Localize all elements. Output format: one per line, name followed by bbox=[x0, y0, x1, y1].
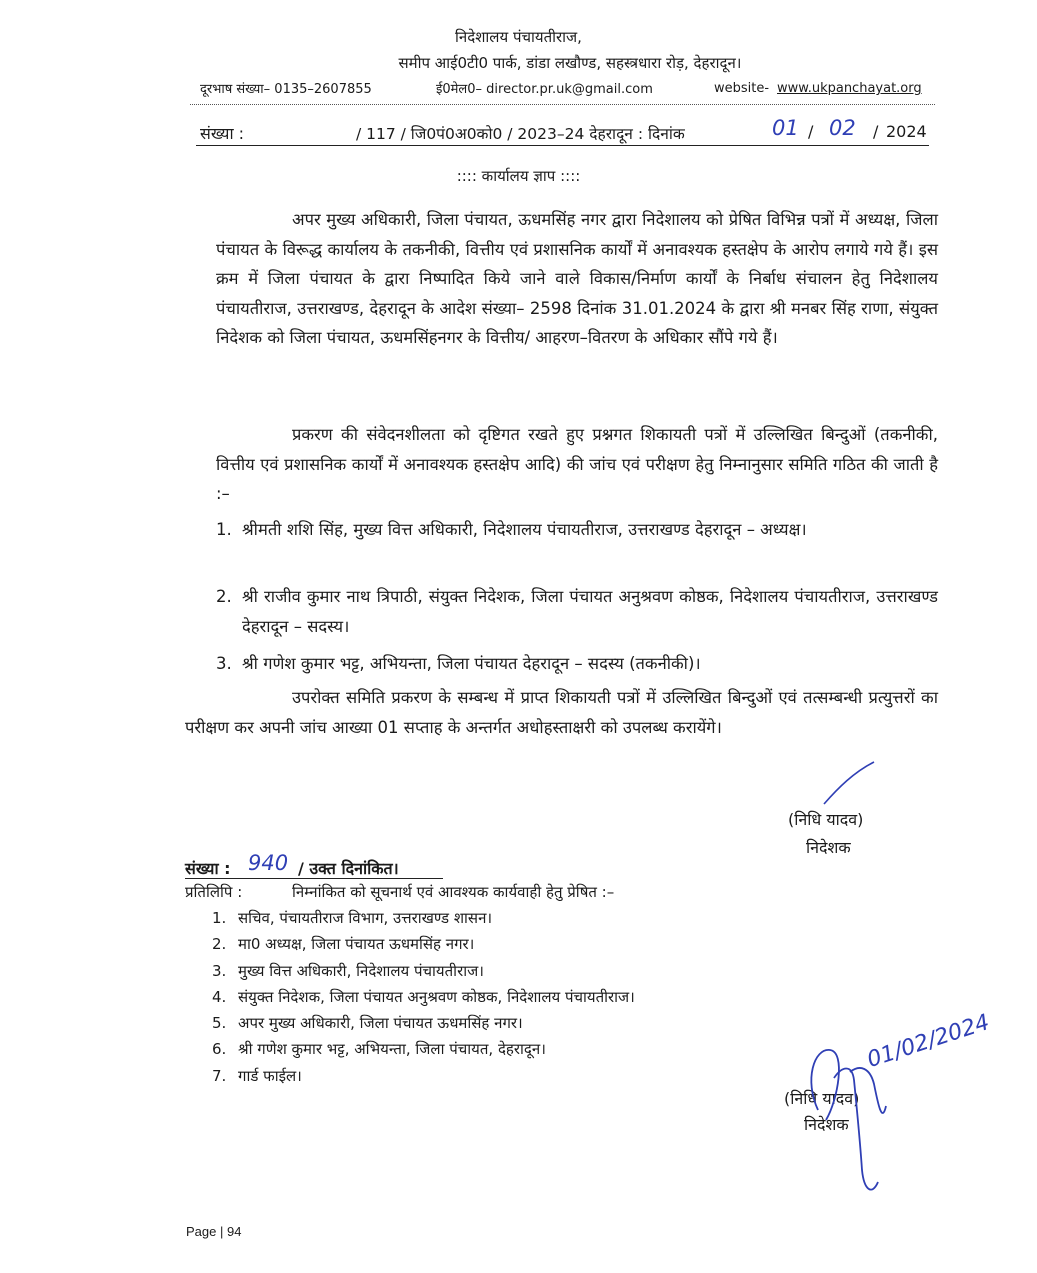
cc-list bbox=[212, 905, 635, 1089]
signatory-designation-2: निदेशक bbox=[804, 1115, 849, 1134]
letterhead-website-label: website- bbox=[714, 81, 770, 96]
copy-ref-label: संख्या : bbox=[185, 859, 231, 878]
page-number: Page | 94 bbox=[186, 1224, 242, 1239]
cc-item-text: सचिव, पंचायतीराज विभाग, उत्तराखण्ड शासन। bbox=[238, 909, 493, 927]
cc-item-number: 2. bbox=[212, 935, 227, 954]
letterhead-line1: निदेशालय पंचायतीराज, bbox=[455, 28, 582, 46]
paragraph-3-text: उपरोक्त समिति प्रकरण के सम्बन्ध में प्राप्त शिकायती पत्रों में उल्लिखित बिन्दुओं एवं तत्सम्बन्धी प्रत्युत्तरों का परीक्षण कर अपनी जांच आख्या 01 सप्ताह के अन्तर्गत अधोहस्ताक्षरी को उपलब्ध करायेंगे। bbox=[185, 688, 938, 737]
cc-item-number: 4. bbox=[212, 987, 227, 1006]
cc-item-text: संयुक्त निदेशक, जिला पंचायत अनुश्रवण कोष्ठक, निदेशालय पंचायतीराज। bbox=[238, 987, 635, 1006]
ref-underline bbox=[196, 145, 929, 146]
ref-date-day: 01 bbox=[772, 116, 799, 140]
cc-list-item bbox=[212, 905, 635, 931]
copy-ref-suffix: / उक्त दिनांकित। bbox=[298, 859, 399, 878]
committee-item-text: श्रीमती शशि सिंह, मुख्य वित्त अधिकारी, निदेशालय पंचायतीराज, उत्तराखण्ड देहरादून – अध्यक्ष। bbox=[242, 520, 807, 539]
cc-intro: निम्नांकित को सूचनार्थ एवं आवश्यक कार्यवाही हेतु प्रेषित :– bbox=[292, 883, 615, 901]
paragraph-2-text: प्रकरण की संवेदनशीलता को दृष्टिगत रखते हुए प्रश्नगत शिकायती पत्रों में उल्लिखित बिन्दुओं (तकनीकी, वित्तीय एवं प्रशासनिक कार्यों में अनावश्यक हस्तक्षेप आदि) की जांच एवं परीक्षण हेतु निम्नानुसार समिति गठित की जाती है :– bbox=[216, 425, 938, 503]
letterhead-website-link[interactable]: www.ukpanchayat.org bbox=[777, 81, 922, 96]
committee-item-number: 1. bbox=[216, 520, 232, 539]
cc-item-number: 5. bbox=[212, 1014, 227, 1033]
committee-item bbox=[216, 649, 938, 681]
cc-label: प्रतिलिपि : bbox=[185, 883, 243, 901]
cc-item-number: 6. bbox=[212, 1040, 227, 1059]
signature-stroke-1 bbox=[820, 758, 880, 808]
paragraph-2 bbox=[216, 420, 938, 509]
cc-item-number: 1. bbox=[212, 909, 227, 927]
copy-ref-number: 940 bbox=[248, 851, 289, 875]
cc-list-item bbox=[212, 984, 635, 1010]
committee-item-number: 2. bbox=[216, 587, 232, 606]
paragraph-1-text: अपर मुख्य अधिकारी, जिला पंचायत, ऊधमसिंह नगर द्वारा निदेशालय को प्रेषित विभिन्न पत्रों में अध्यक्ष, जिला पंचायत के विरूद्ध कार्यालय के तकनीकी, वित्तीय एवं प्रशासनिक कार्यों में अनावश्यक हस्तक्षेप के आरोप लगाये गये हैं। इस क्रम में जिला पंचायत के द्वारा निष्पादित किये जाने वाले विकास/निर्माण कार्यों के निर्बाध संचालन हेतु निदेशालय पंचायतीराज, उत्तराखण्ड, देहरादून के आदेश संख्या– 2598 दिनांक 31.01.2024 के द्वारा श्री मनबर सिंह राणा, संयुक्त निदेशक को जिला पंचायत, ऊधमसिंहनगर के वित्तीय/ आहरण–वितरण के अधिकार सौंपे गये हैं। bbox=[216, 210, 938, 347]
signatory-designation-1: निदेशक bbox=[806, 838, 851, 857]
paragraph-1 bbox=[216, 205, 938, 353]
cc-item-number: 7. bbox=[212, 1066, 227, 1085]
cc-list-item bbox=[212, 1010, 635, 1036]
cc-item-number: 3. bbox=[212, 961, 227, 980]
committee-item bbox=[216, 582, 938, 644]
cc-list-item bbox=[212, 958, 635, 984]
letterhead-address: समीप आई0टी0 पार्क, डांडा लखौण्ड, सहस्त्रधारा रोड़, देहरादून। bbox=[398, 54, 742, 72]
memo-title: :::: कार्यालय ज्ञाप :::: bbox=[456, 167, 581, 185]
paragraph-3 bbox=[185, 683, 938, 742]
signatory-name-2: (निधि यादव) bbox=[784, 1089, 860, 1108]
letterhead-email: ई0मेल0– director.pr.uk@gmail.com bbox=[436, 82, 653, 97]
ref-date-sep1: / bbox=[808, 122, 814, 141]
ref-date-month: 02 bbox=[829, 116, 856, 140]
cc-item-text: गार्ड फाईल। bbox=[238, 1066, 302, 1085]
signatory-name-1: (निधि यादव) bbox=[788, 810, 864, 829]
cc-list-item bbox=[212, 1036, 635, 1062]
ref-number: / 117 / जि0पं0अ0को0 / 2023–24 देहरादून : दिनांक bbox=[356, 125, 685, 143]
cc-list-item bbox=[212, 1063, 635, 1089]
handwritten-date: 01/02/2024 bbox=[864, 1010, 993, 1073]
cc-list-item bbox=[212, 931, 635, 957]
cc-item-text: अपर मुख्य अधिकारी, जिला पंचायत ऊधमसिंह नगर। bbox=[238, 1014, 523, 1033]
committee-item bbox=[216, 515, 938, 577]
committee-item-text: श्री गणेश कुमार भट्ट, अभियन्ता, जिला पंचायत देहरादून – सदस्य (तकनीकी)। bbox=[242, 654, 701, 673]
cc-item-text: मुख्य वित्त अधिकारी, निदेशालय पंचायतीराज। bbox=[238, 961, 484, 980]
ref-label: संख्या : bbox=[200, 124, 245, 143]
ref-date-year: 2024 bbox=[886, 122, 927, 141]
cc-item-text: मा0 अध्यक्ष, जिला पंचायत ऊधमसिंह नगर। bbox=[238, 935, 475, 954]
letterhead-phone: दूरभाष संख्या– 0135–2607855 bbox=[200, 82, 372, 97]
committee-item-number: 3. bbox=[216, 654, 232, 673]
letterhead-divider bbox=[190, 104, 935, 105]
committee-item-text: श्री राजीव कुमार नाथ त्रिपाठी, संयुक्त निदेशक, जिला पंचायत अनुश्रवण कोष्ठक, निदेशालय पंचायतीराज, उत्तराखण्ड देहरादून – सदस्य। bbox=[242, 587, 938, 636]
ref-date-sep2: / bbox=[873, 122, 879, 141]
cc-item-text: श्री गणेश कुमार भट्ट, अभियन्ता, जिला पंचायत, देहरादून। bbox=[238, 1040, 546, 1059]
copy-ref-underline bbox=[185, 878, 443, 879]
